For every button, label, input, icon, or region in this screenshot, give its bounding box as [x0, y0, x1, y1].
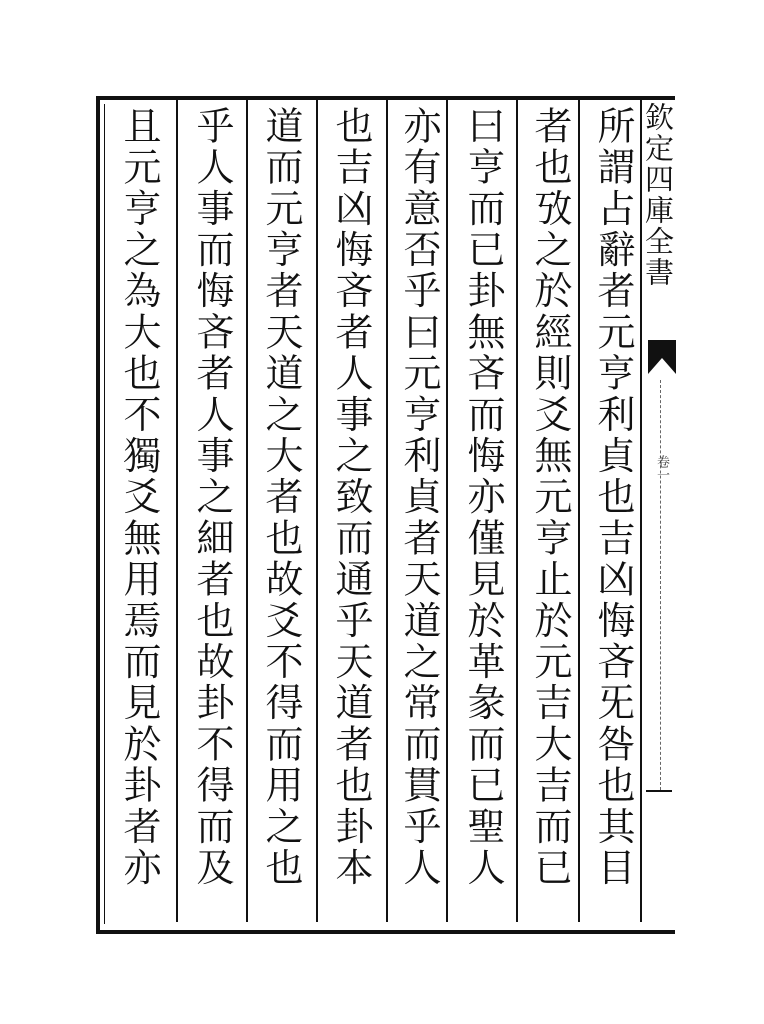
text-column-2: 者也攷之於經則爻無元亨止於元吉大吉而已 [528, 106, 572, 889]
text-column-8: 且元亨之為大也不獨爻無用焉而見於卦者亦 [117, 106, 161, 889]
text-column-1: 所謂占辭者元亨利貞也吉凶悔吝旡咎也其目 [591, 106, 635, 889]
margin-guide-line [660, 380, 661, 790]
text-column-5: 也吉凶悔吝者人事之致而通乎天道者也卦本 [329, 106, 373, 889]
fishtail-mark-icon [648, 340, 676, 374]
column-rule [516, 100, 518, 922]
margin-juan-label: 卷一 [654, 455, 669, 481]
margin-bottom-rule [646, 790, 672, 792]
column-rule [246, 100, 248, 922]
inner-border-line [104, 104, 105, 924]
column-rule [316, 100, 318, 922]
text-column-6: 道而元亨者天道之大者也故爻不得而用之也 [259, 106, 303, 889]
text-column-4: 亦有意否乎曰元亨利貞者天道之常而貫乎人 [397, 106, 441, 889]
text-column-3: 曰亨而已卦無吝而悔亦僅見於革彖而已聖人 [461, 106, 505, 889]
margin-book-title: 欽定四庫全書 [641, 102, 675, 288]
text-column-7: 乎人事而悔吝者人事之細者也故卦不得而及 [190, 106, 234, 889]
column-rule [176, 100, 178, 922]
column-rule [386, 100, 388, 922]
